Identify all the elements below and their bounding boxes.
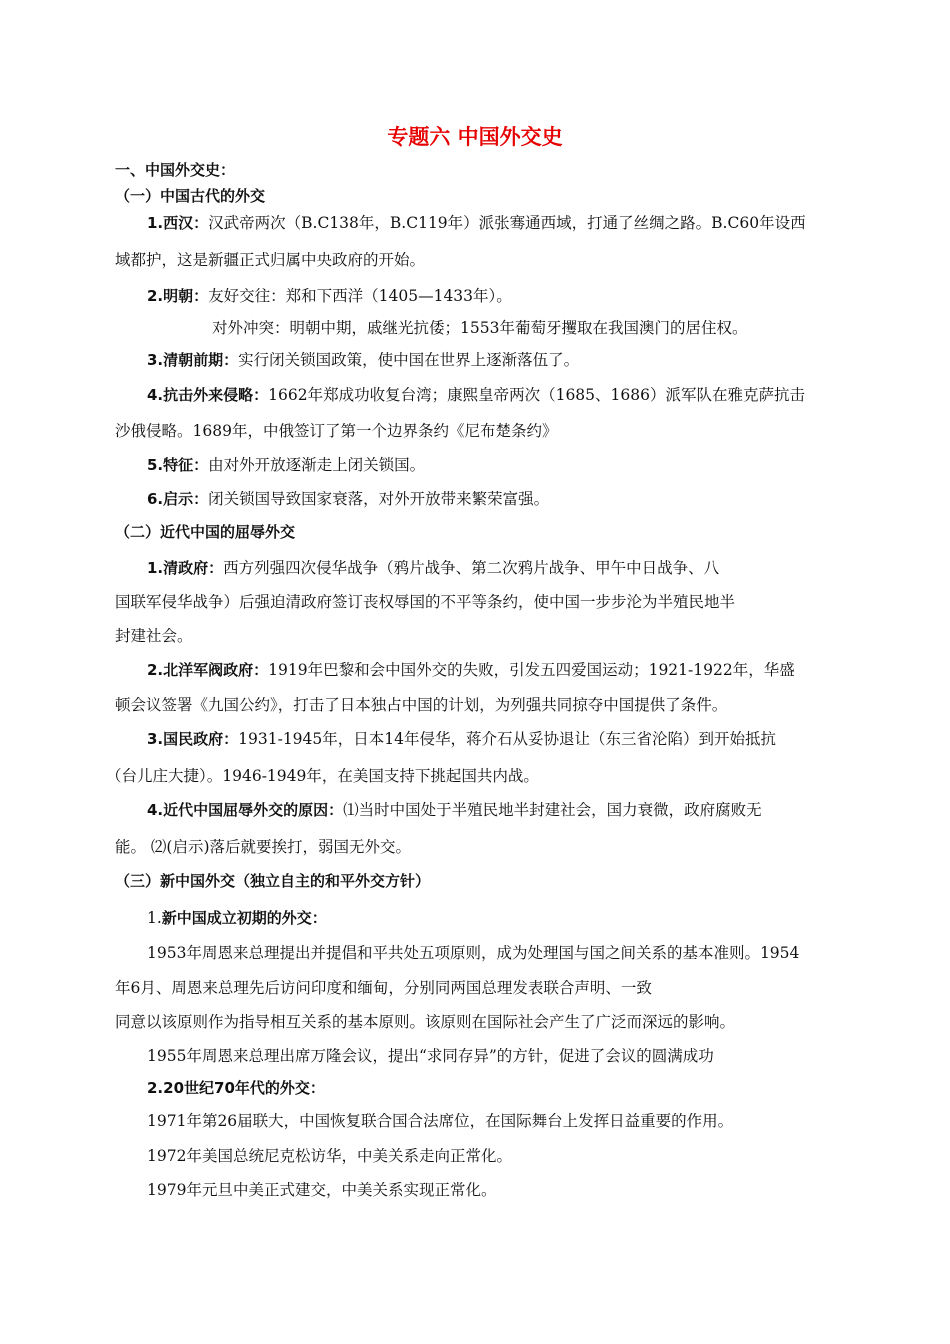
paragraph-line: 同意以该原则作为指导相互关系的基本原则。该原则在国际社会产生了广泛而深远的影响。 — [115, 1013, 736, 1031]
paragraph-number: 1. — [147, 909, 162, 927]
paragraph-label: 5.特征： — [147, 456, 209, 474]
paragraph-line: 1971年第26届联大，中国恢复联合国合法席位，在国际舞台上发挥日益重要的作用。 — [147, 1112, 734, 1130]
paragraph-line — [147, 660, 795, 680]
paragraph-label: 2.20世纪70年代的外交： — [147, 1079, 325, 1097]
paragraph-text: 1919年巴黎和会中国外交的失败，引发五四爱国运动；1921-1922年，华盛 — [268, 661, 795, 679]
paragraph-line: 国联军侵华战争）后强迫清政府签订丧权辱国的不平等条约，使中国一步步沦为半殖民地半 — [115, 593, 736, 611]
paragraph-line: 1979年元旦中美正式建交，中美关系实现正常化。 — [147, 1181, 497, 1199]
paragraph-label: 4.抗击外来侵略： — [147, 386, 269, 404]
paragraph-line — [147, 213, 806, 233]
subsection-heading: （二）近代中国的屈辱外交 — [115, 523, 296, 541]
paragraph-label: 2.明朝： — [147, 287, 209, 305]
paragraph-line — [147, 350, 579, 370]
paragraph-text: 闭关锁国导致国家衰落，对外开放带来繁荣富强。 — [208, 490, 550, 508]
paragraph-text: 由对外开放逐渐走上闭关锁国。 — [208, 456, 426, 474]
paragraph-label: 2.北洋军阀政府： — [147, 661, 269, 679]
paragraph-line — [147, 286, 512, 306]
subsection-heading: （三）新中国外交（独立自主的和平外交方针） — [115, 872, 431, 890]
paragraph-line — [147, 385, 805, 405]
paragraph-line: 对外冲突：明朝中期，戚继光抗倭；1553年葡萄牙攫取在我国澳门的居住权。 — [212, 319, 748, 337]
paragraph-line: 能。 ⑵(启示)落后就要挨打，弱国无外交。 — [115, 838, 412, 856]
paragraph-text: 西方列强四次侵华战争（鸦片战争、第二次鸦片战争、甲午中日战争、八 — [223, 559, 720, 577]
paragraph-line: 域都护，这是新疆正式归属中央政府的开始。 — [115, 251, 426, 269]
paragraph-line: （台儿庄大捷）。1946-1949年，在美国支持下挑起国共内战。 — [106, 767, 539, 785]
paragraph-line: 沙俄侵略。1689年，中俄签订了第一个边界条约《尼布楚条约》 — [115, 422, 558, 440]
paragraph-label: 3.清朝前期： — [147, 351, 239, 369]
paragraph-line — [147, 800, 762, 820]
paragraph-line: 封建社会。 — [115, 627, 193, 645]
paragraph-line: 顿会议签署《九国公约》，打击了日本独占中国的计划，为列强共同掠夺中国提供了条件。 — [115, 696, 728, 714]
paragraph-label: 4.近代中国屈辱外交的原因： — [147, 801, 344, 819]
paragraph-text: 友好交往：郑和下西洋（1405—1433年）。 — [208, 287, 512, 305]
paragraph-text: 实行闭关锁国政策，使中国在世界上逐渐落伍了。 — [238, 351, 580, 369]
paragraph-line — [147, 729, 776, 749]
paragraph-text: 1931-1945年，日本14年侵华，蒋介石从妥协退让（东三省沦陷）到开始抵抗 — [238, 730, 776, 748]
paragraph-line — [147, 455, 425, 475]
paragraph-line — [147, 558, 719, 578]
paragraph-text: ⑴当时中国处于半殖民地半封建社会，国力衰微，政府腐败无 — [343, 801, 762, 819]
paragraph-line: 1953年周恩来总理提出并提倡和平共处五项原则，成为处理国与国之间关系的基本准则。1954 — [147, 944, 800, 962]
paragraph-text: 1662年郑成功收复台湾；康熙皇帝两次（1685、1686）派军队在雅克萨抗击 — [268, 386, 805, 404]
paragraph-line — [147, 908, 327, 928]
paragraph-label: 3.国民政府： — [147, 730, 239, 748]
paragraph-label: 1.西汉： — [147, 214, 209, 232]
paragraph-line — [147, 489, 549, 509]
section-heading: 一、中国外交史： — [115, 161, 236, 179]
paragraph-label: 新中国成立初期的外交： — [161, 909, 327, 927]
paragraph-line: 1955年周恩来总理出席万隆会议，提出“求同存异”的方针，促进了会议的圆满成功 — [147, 1047, 714, 1065]
subsection-heading: （一）中国古代的外交 — [115, 187, 266, 205]
paragraph-line: 1972年美国总统尼克松访华，中美关系走向正常化。 — [147, 1147, 512, 1165]
paragraph-label: 6.启示： — [147, 490, 209, 508]
paragraph-line: 年6月、周恩来总理先后访问印度和缅甸，分别同两国总理发表联合声明、一致 — [115, 979, 652, 997]
paragraph-text: 汉武帝两次（B.C138年，B.C119年）派张骞通西域，打通了丝绸之路。B.C60年设西 — [208, 214, 806, 232]
paragraph-label: 1.清政府： — [147, 559, 224, 577]
page-title: 专题六 中国外交史 — [387, 125, 563, 149]
